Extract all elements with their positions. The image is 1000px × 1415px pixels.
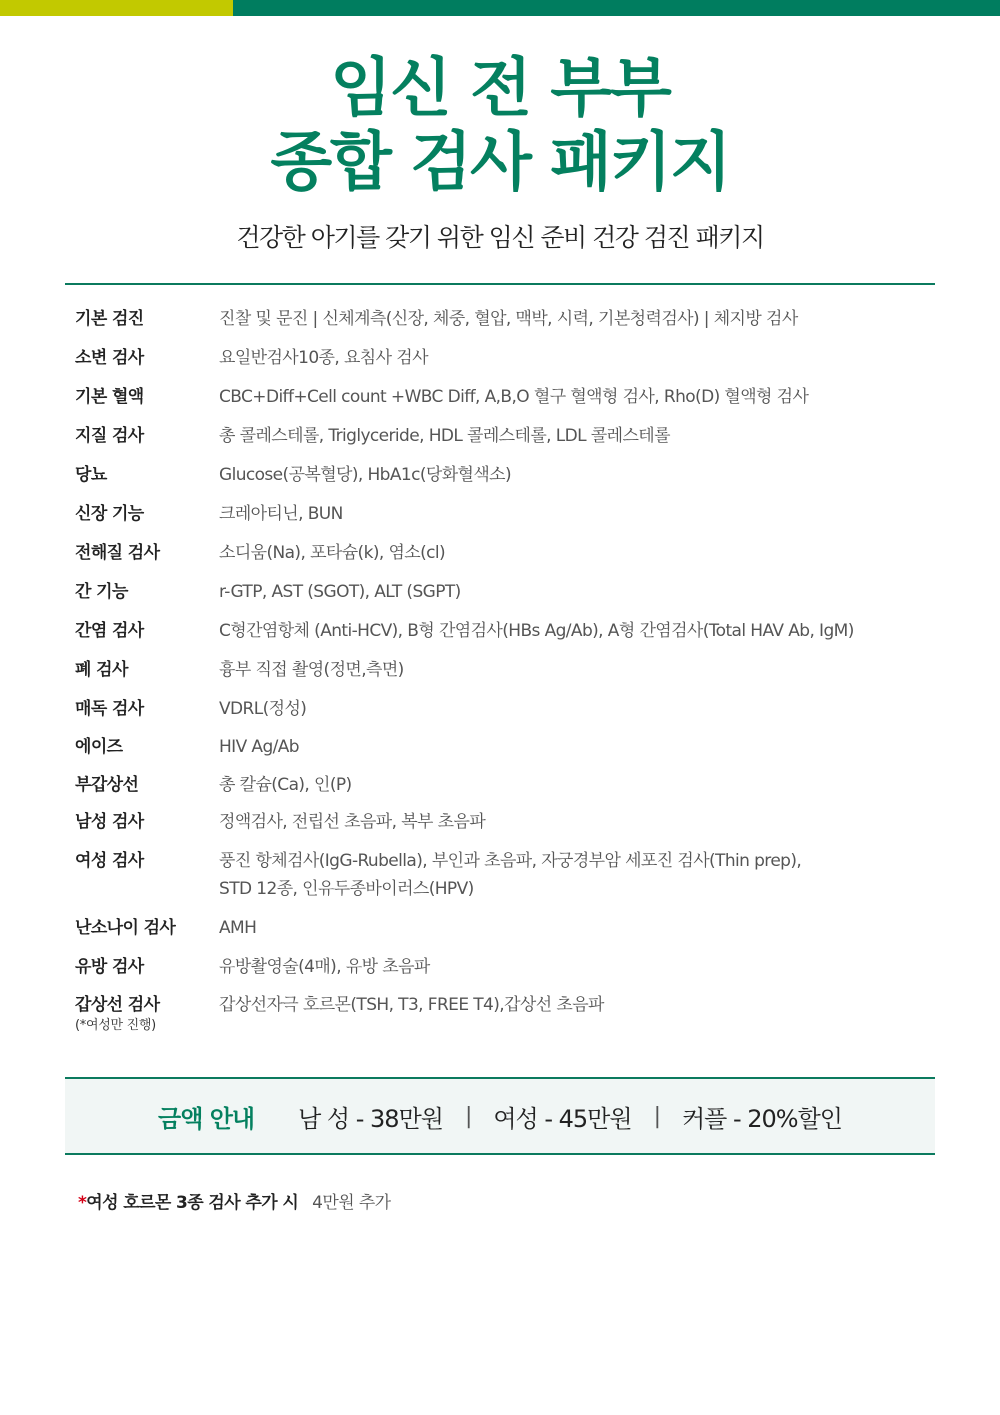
item-label: 남성 검사 — [75, 812, 144, 832]
item-label: 간염 검사 — [75, 621, 144, 641]
item-label: 기본 검진 — [75, 309, 144, 329]
item-value: 총 칼슘(Ca), 인(P) — [219, 775, 352, 795]
item-value: 총 콜레스테롤, Triglyceride, HDL 콜레스테롤, LDL 콜레스테롤 — [219, 426, 670, 446]
item-label: 신장 기능 — [75, 504, 144, 524]
item-label: 소변 검사 — [75, 348, 144, 368]
list-item — [75, 305, 935, 344]
list-item — [75, 656, 935, 695]
item-value: 정액검사, 전립선 초음파, 복부 초음파 — [219, 812, 486, 832]
list-item — [75, 539, 935, 578]
item-value: AMH — [219, 918, 257, 938]
item-value: 유방촬영술(4매), 유방 초음파 — [219, 957, 430, 977]
item-value: 요일반검사10종, 요침사 검사 — [219, 348, 428, 368]
item-value: HIV Ag/Ab — [219, 737, 299, 757]
item-label: 난소나이 검사 — [75, 918, 176, 938]
item-value-line1: 풍진 항체검사(IgG-Rubella), 부인과 초음파, 자궁경부암 세포진 검사(Thin prep), — [219, 851, 802, 871]
item-label: 에이즈 — [75, 737, 123, 757]
item-label: 여성 검사 — [75, 851, 144, 871]
price-separator: | — [464, 1103, 472, 1129]
item-label: 간 기능 — [75, 582, 128, 602]
page-title — [0, 52, 1000, 200]
item-label-group — [75, 991, 219, 1033]
item-label: 전해질 검사 — [75, 543, 160, 563]
list-item — [75, 991, 935, 1039]
item-label: 매독 검사 — [75, 699, 144, 719]
top-color-bar-accent — [0, 0, 233, 16]
item-label: 부갑상선 — [75, 775, 139, 795]
list-item — [75, 422, 935, 461]
list-item — [75, 733, 935, 771]
list-item — [75, 771, 935, 808]
list-item — [75, 383, 935, 422]
item-value: 진찰 및 문진 | 신체계측(신장, 체중, 혈압, 맥박, 시력, 기본청력검사) | 체지방 검사 — [219, 309, 798, 329]
footnote — [78, 1188, 390, 1213]
item-value: 소디움(Na), 포타슘(k), 염소(cl) — [219, 543, 446, 563]
divider-top — [65, 283, 935, 285]
item-note: (*여성만 진행) — [75, 1018, 156, 1033]
price-male: 남 성 - 38만원 — [298, 1104, 443, 1133]
price-couple: 커플 - 20%할인 — [681, 1104, 842, 1133]
item-value: VDRL(정성) — [219, 699, 307, 719]
top-color-bar — [0, 0, 1000, 16]
item-value: 흉부 직접 촬영(정면,측면) — [219, 660, 404, 680]
list-item — [75, 500, 935, 539]
list-item — [75, 808, 935, 847]
page-subtitle: 건강한 아기를 갖기 위한 임신 준비 건강 검진 패키지 — [236, 223, 764, 252]
list-item — [75, 953, 935, 991]
price-title: 금액 안내 — [158, 1104, 255, 1133]
item-value: C형간염항체 (Anti-HCV), B형 간염검사(HBs Ag/Ab), A형 간염검사(Total HAV Ab, IgM) — [219, 621, 854, 641]
footnote-asterisk: * — [78, 1193, 87, 1213]
item-value-line2: STD 12종, 인유두종바이러스(HPV) — [219, 879, 474, 899]
list-item — [75, 847, 935, 914]
list-item — [75, 578, 935, 617]
item-label: 갑상선 검사 — [75, 995, 160, 1015]
item-value: r-GTP, AST (SGOT), ALT (SGPT) — [219, 582, 461, 602]
item-label: 유방 검사 — [75, 957, 144, 977]
item-value: Glucose(공복혈당), HbA1c(당화혈색소) — [219, 465, 512, 485]
price-separator: | — [653, 1103, 660, 1129]
checkup-item-list — [75, 305, 935, 1039]
item-label: 당뇨 — [75, 465, 107, 485]
price-info-box — [65, 1077, 935, 1155]
page-title-line1: 임신 전 부부 — [330, 52, 670, 126]
list-item — [75, 914, 935, 953]
item-label: 지질 검사 — [75, 426, 144, 446]
footnote-label: 여성 호르몬 3종 검사 추가 시 — [86, 1193, 299, 1213]
item-label: 기본 혈액 — [75, 387, 144, 407]
footnote-value: 4만원 추가 — [312, 1193, 391, 1213]
item-value — [219, 847, 935, 903]
list-item — [75, 461, 935, 500]
price-female: 여성 - 45만원 — [493, 1104, 632, 1133]
list-item — [75, 695, 935, 733]
item-value: CBC+Diff+Cell count +WBC Diff, A,B,O 혈구 혈액형 검사, Rho(D) 혈액형 검사 — [219, 387, 809, 407]
item-value: 갑상선자극 호르몬(TSH, T3, FREE T4),갑상선 초음파 — [219, 995, 604, 1015]
list-item — [75, 617, 935, 656]
page-title-line2: 종합 검사 패키지 — [270, 126, 730, 200]
item-value: 크레아티닌, BUN — [219, 504, 343, 524]
item-label: 폐 검사 — [75, 660, 128, 680]
list-item — [75, 344, 935, 383]
